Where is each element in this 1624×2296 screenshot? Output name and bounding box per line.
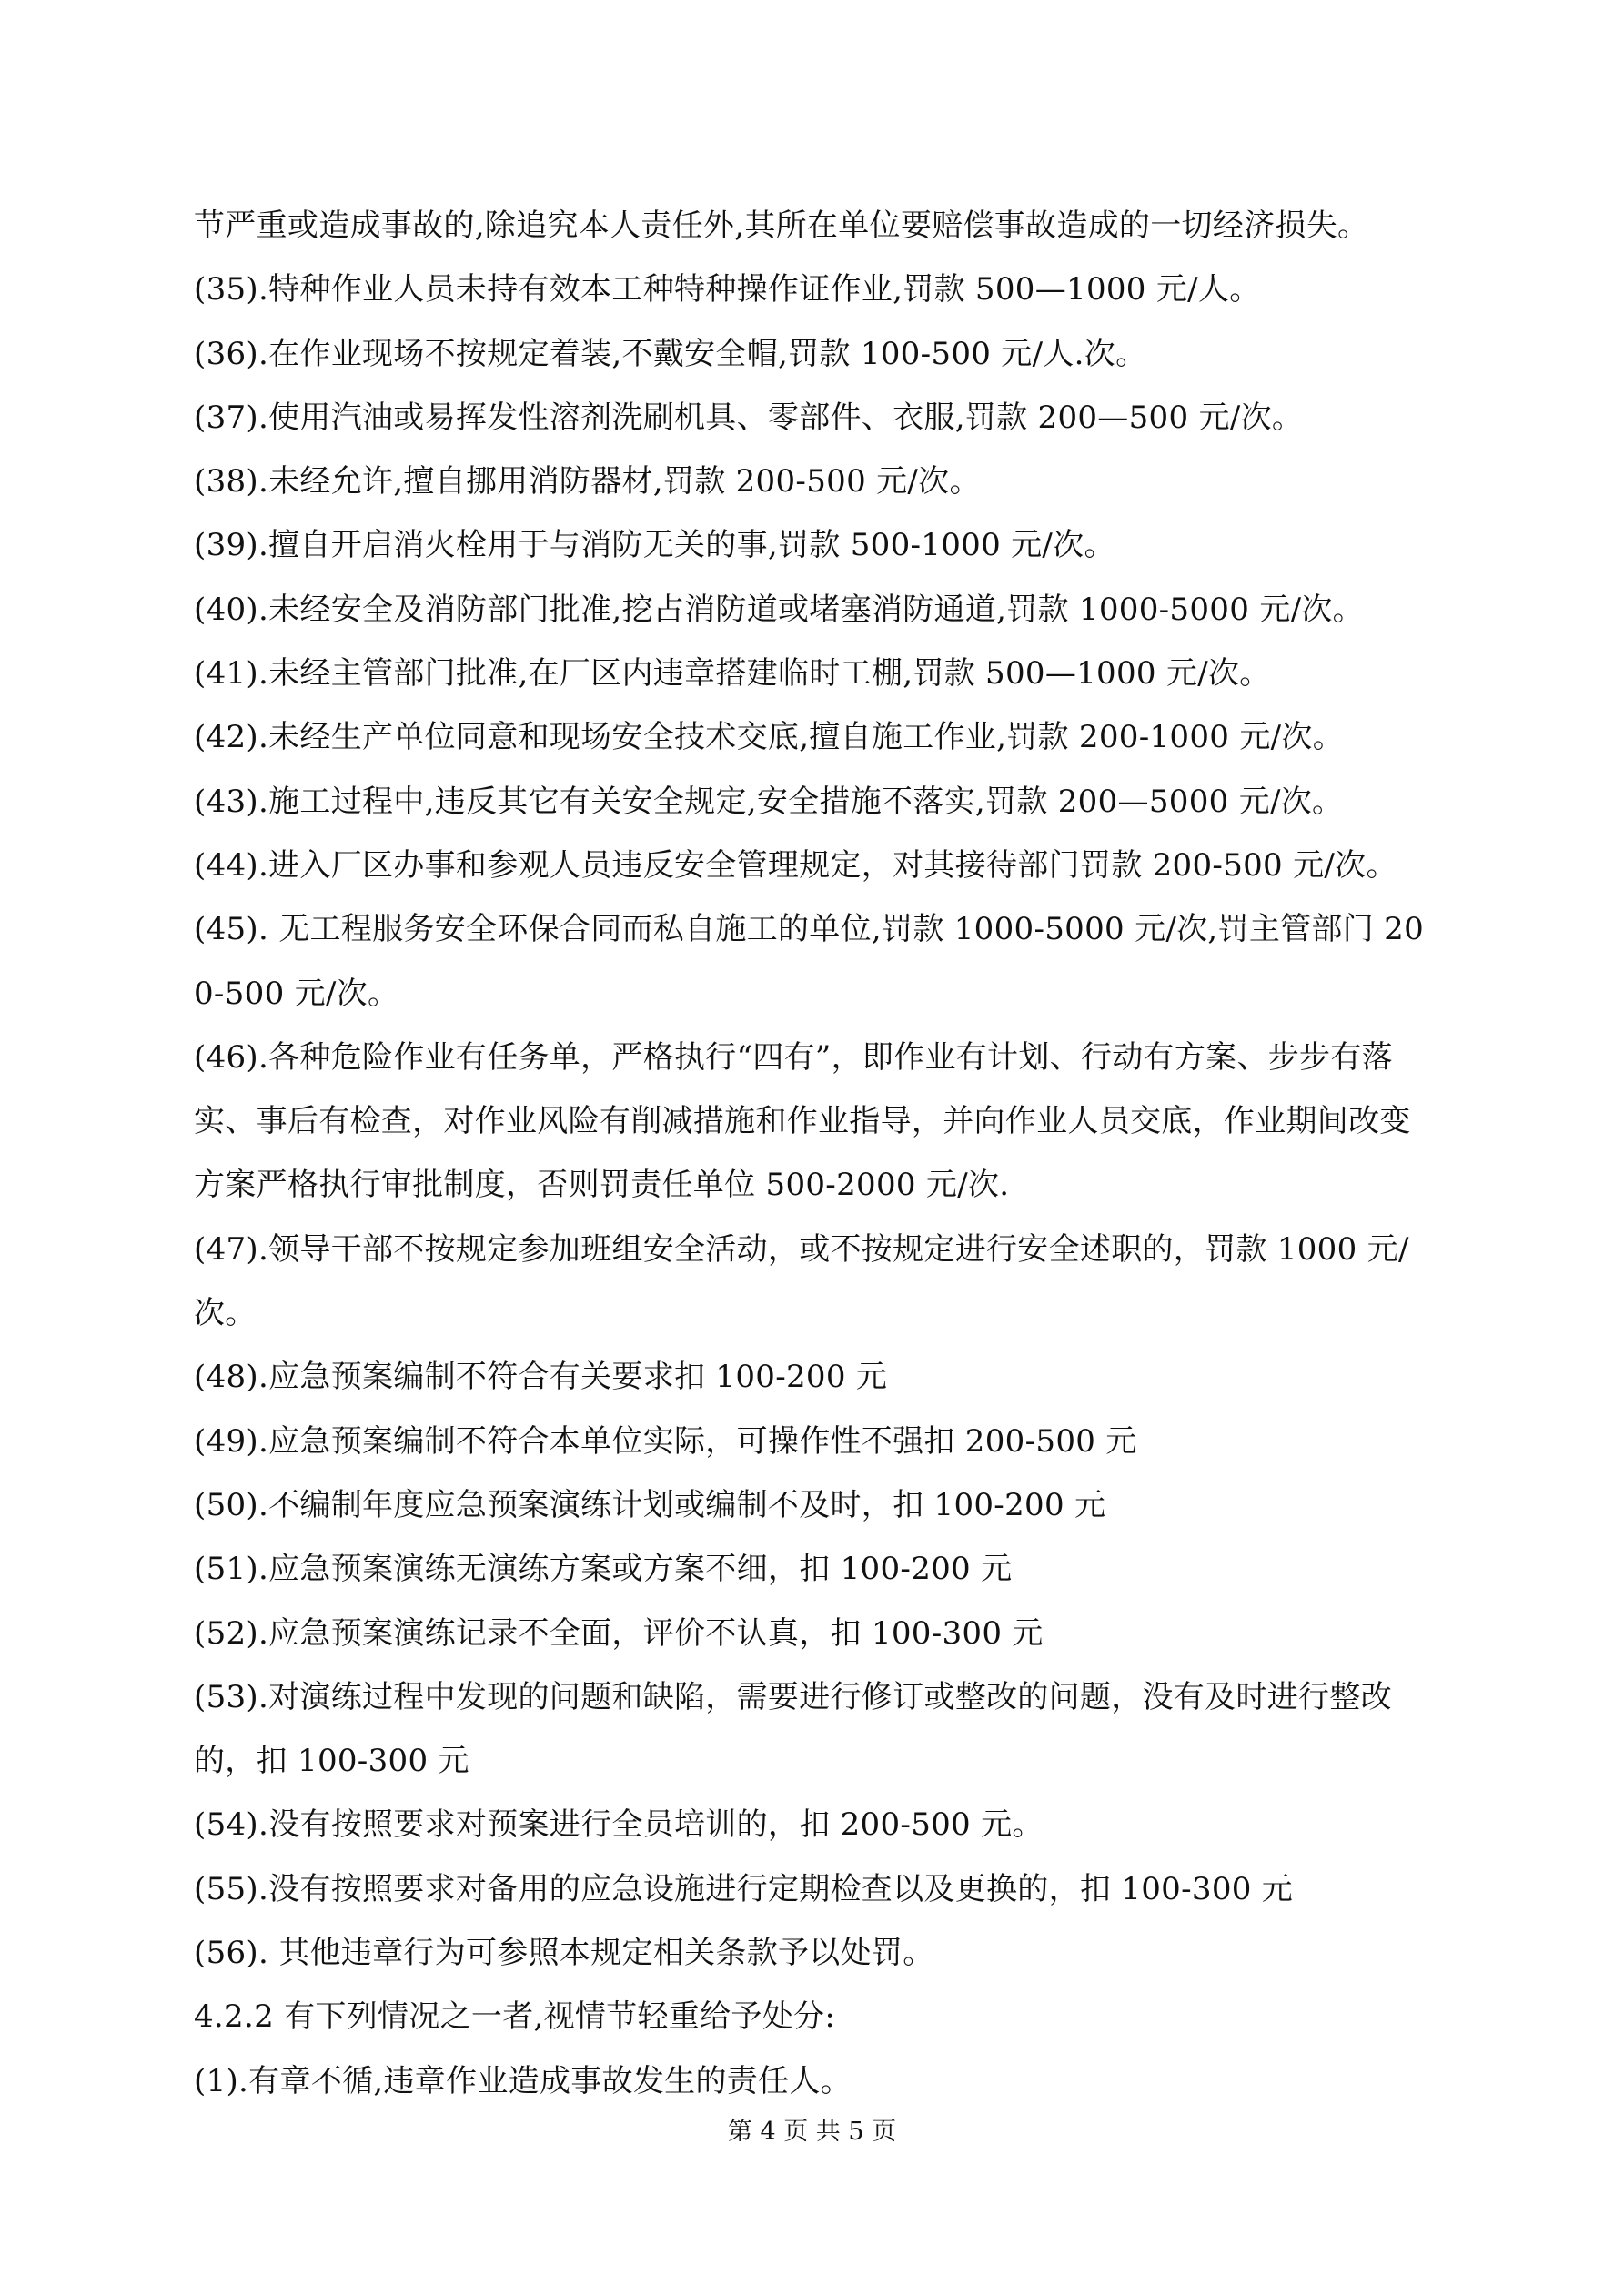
paragraph: (1).有章不循,违章作业造成事故发生的责任人。 <box>194 2062 852 2099</box>
paragraph: (52).应急预案演练记录不全面，评价不认真，扣 100-300 元 <box>194 1614 1044 1652</box>
paragraph: (42).未经生产单位同意和现场安全技术交底,擅自施工作业,罚款 200-1000 元/次。 <box>194 719 1344 756</box>
paragraph: 节严重或造成事故的,除追究本人责任外,其所在单位要赔偿事故造成的一切经济损失。 <box>194 207 1369 244</box>
paragraph: (40).未经安全及消防部门批准,挖占消防道或堵塞消防通道,罚款 1000-5000 元/次。 <box>194 591 1364 628</box>
paragraph: (56). 其他违章行为可参照本规定相关条款予以处罚。 <box>194 1935 934 1972</box>
paragraph: (41).未经主管部门批准,在厂区内违章搭建临时工棚,罚款 500—1000 元/次。 <box>194 655 1271 693</box>
document-body <box>194 194 1440 2113</box>
paragraph: (55).没有按照要求对备用的应急设施进行定期检查以及更换的，扣 100-300 元 <box>194 1870 1294 1907</box>
paragraph: (37).使用汽油或易挥发性溶剂洗刷机具、零部件、衣服,罚款 200—500 元/次。 <box>194 399 1304 436</box>
paragraph: (35).特种作业人员未持有效本工种特种操作证作业,罚款 500—1000 元/人。 <box>194 271 1261 308</box>
paragraph: (47).领导干部不按规定参加班组安全活动，或不按规定进行安全述职的，罚款 1000 元/次。 <box>194 1230 1409 1332</box>
paragraph: (44).进入厂区办事和参观人员违反安全管理规定，对其接待部门罚款 200-500 元/次。 <box>194 846 1397 884</box>
paragraph: (48).应急预案编制不符合有关要求扣 100-200 元 <box>194 1359 888 1396</box>
paragraph: (36).在作业现场不按规定着装,不戴安全帽,罚款 100-500 元/人.次。 <box>194 335 1147 372</box>
paragraph: (43).施工过程中,违反其它有关安全规定,安全措施不落实,罚款 200—5000 元/次。 <box>194 783 1344 820</box>
paragraph: (45). 无工程服务安全环保合同而私自施工的单位,罚款 1000-5000 元/次,罚主管部门 200-500 元/次。 <box>194 911 1425 1012</box>
paragraph: (53).对演练过程中发现的问题和缺陷，需要进行修订或整改的问题，没有及时进行整改的，扣 100-300 元 <box>194 1678 1392 1780</box>
paragraph: (54).没有按照要求对预案进行全员培训的，扣 200-500 元。 <box>194 1806 1044 1844</box>
paragraph: (39).擅自开启消火栓用于与消防无关的事,罚款 500-1000 元/次。 <box>194 527 1115 564</box>
paragraph: (49).应急预案编制不符合本单位实际，可操作性不强扣 200-500 元 <box>194 1422 1137 1460</box>
page-number-footer: 第 4 页 共 5 页 <box>727 2118 897 2146</box>
paragraph: (38).未经允许,擅自挪用消防器材,罚款 200-500 元/次。 <box>194 463 981 501</box>
paragraph: (51).应急预案演练无演练方案或方案不细，扣 100-200 元 <box>194 1551 1013 1588</box>
paragraph: (46).各种危险作业有任务单，严格执行“四有”，即作业有计划、行动有方案、步步有落实、事后有检查，对作业风险有削减措施和作业指导，并向作业人员交底，作业期间改变方案严格执行审批制度，否则罚责任单位 500-2000 元/次. <box>194 1038 1411 1204</box>
paragraph: (50).不编制年度应急预案演练计划或编制不及时，扣 100-200 元 <box>194 1486 1106 1523</box>
section-heading: 4.2.2 有下列情况之一者,视情节轻重给予处分: <box>194 1998 836 2036</box>
